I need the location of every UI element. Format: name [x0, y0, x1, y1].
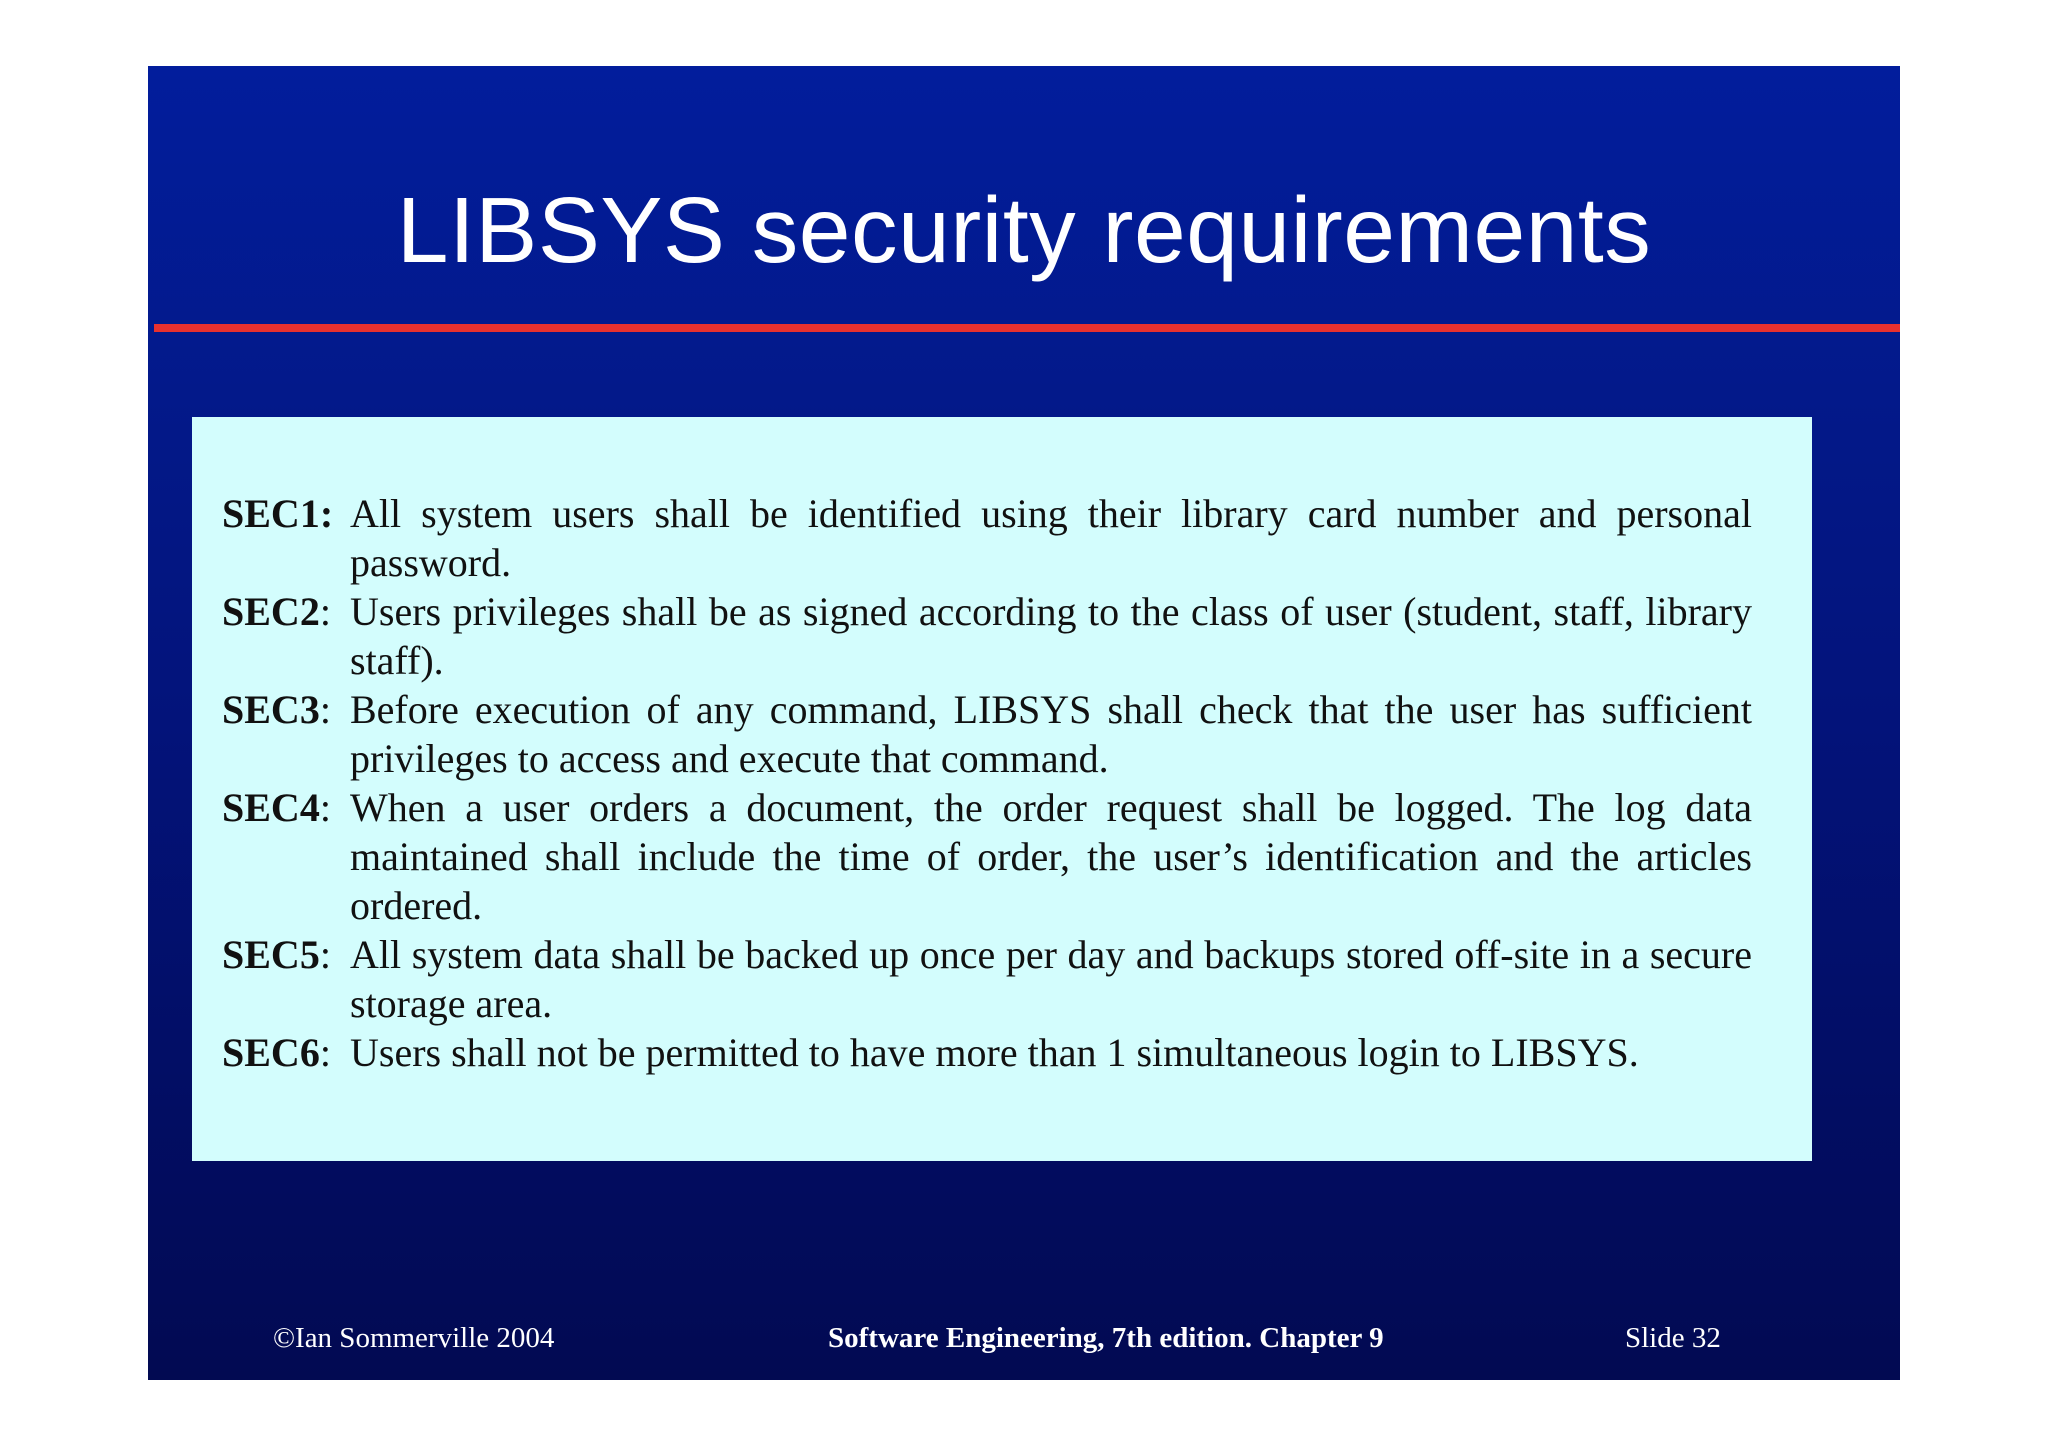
requirement-item [222, 783, 1752, 930]
title-divider [154, 324, 1900, 332]
requirement-item [222, 930, 1752, 1028]
requirement-text: All system data shall be backed up once per day and backups stored off-site in a secure storage area. [350, 932, 1752, 1026]
requirement-separator: : [319, 589, 331, 634]
requirement-id: SEC6 [222, 1030, 320, 1075]
requirement-text: When a user orders a document, the order request shall be logged. The log data maintained shall include the time of order, the user’s identification and the articles ordered. [350, 785, 1752, 928]
requirements-list [222, 489, 1752, 1077]
requirement-item [222, 685, 1752, 783]
requirement-id: SEC1 [222, 491, 320, 536]
requirement-text: Users privileges shall be as signed according to the class of user (student, staff, library staff). [350, 589, 1752, 683]
requirement-item [222, 1028, 1752, 1077]
slide [148, 66, 1900, 1380]
footer-copyright: ©Ian Sommerville 2004 [273, 1322, 555, 1354]
requirement-id: SEC2 [222, 589, 320, 634]
requirement-text: Users shall not be permitted to have more than 1 simultaneous login to LIBSYS. [350, 1030, 1639, 1075]
requirement-separator: : [319, 687, 331, 732]
requirement-id: SEC5 [222, 932, 320, 977]
requirement-id: SEC3 [222, 687, 320, 732]
requirement-id: SEC4 [222, 785, 320, 830]
requirement-item [222, 489, 1752, 587]
requirement-separator: : [319, 932, 331, 977]
requirement-text: All system users shall be identified using their library card number and personal password. [350, 491, 1752, 585]
slide-title: LIBSYS security requirements [396, 178, 1652, 282]
requirements-box [192, 417, 1812, 1161]
requirement-item [222, 587, 1752, 685]
footer-slide-number: Slide 32 [1625, 1322, 1721, 1354]
footer-book-title: Software Engineering, 7th edition. Chapter 9 [828, 1322, 1384, 1354]
requirement-separator: : [319, 1030, 331, 1075]
requirement-separator: : [319, 491, 334, 536]
requirement-separator: : [319, 785, 331, 830]
requirement-text: Before execution of any command, LIBSYS shall check that the user has sufficient privileges to access and execute that command. [350, 687, 1752, 781]
